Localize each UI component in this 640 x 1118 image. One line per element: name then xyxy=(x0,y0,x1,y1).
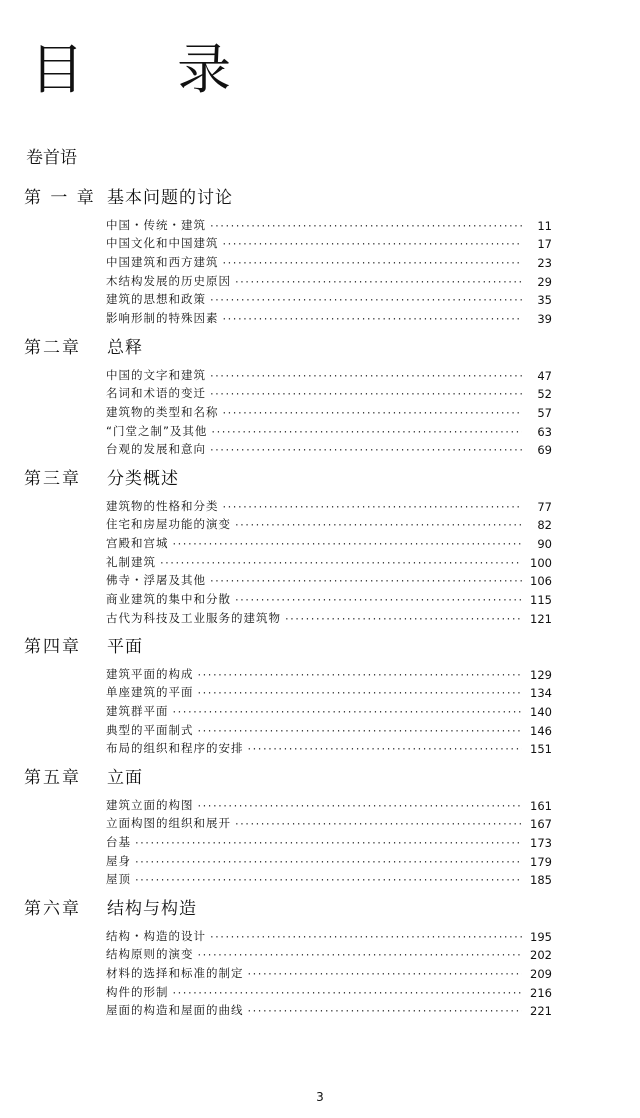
entry-page: 146 xyxy=(530,723,552,738)
chapter-number: 第二章 xyxy=(24,338,81,358)
dot-leader xyxy=(198,668,523,682)
chapter-2 xyxy=(0,334,640,457)
entry-page: 90 xyxy=(537,537,552,552)
chapter-number: 第五章 xyxy=(24,768,81,788)
entry-title: 屋身 xyxy=(106,853,131,868)
toc-entry[interactable] xyxy=(106,700,552,719)
chapter-title[interactable]: 总释 xyxy=(107,338,143,358)
entry-title: 建筑物的性格和分类 xyxy=(106,498,219,513)
dot-leader xyxy=(223,500,523,514)
dot-leader xyxy=(248,1004,523,1018)
entry-page: 29 xyxy=(537,274,552,289)
entry-title: 中国的文字和建筑 xyxy=(106,367,206,382)
entry-title: 宫殿和宫城 xyxy=(106,536,169,551)
dot-leader xyxy=(248,742,523,756)
dot-leader xyxy=(210,574,522,588)
entry-page: 173 xyxy=(530,836,552,851)
entry-page: 185 xyxy=(530,873,552,888)
chapter-4 xyxy=(0,633,640,756)
entry-page: 161 xyxy=(530,798,552,813)
entry-title: 建筑群平面 xyxy=(106,704,169,719)
dot-leader xyxy=(210,293,522,307)
dot-leader xyxy=(135,836,522,850)
dot-leader xyxy=(211,425,522,439)
toc-entry[interactable] xyxy=(106,289,552,308)
entry-page: 115 xyxy=(530,593,552,608)
toc-entry[interactable] xyxy=(106,794,552,813)
entry-page: 216 xyxy=(530,985,552,1000)
entry-page: 11 xyxy=(537,218,552,233)
toc-entry[interactable] xyxy=(106,383,552,402)
toc-entry[interactable] xyxy=(106,607,552,626)
dot-leader xyxy=(223,406,523,420)
entry-page: 179 xyxy=(530,854,552,869)
toc-entry[interactable] xyxy=(106,270,552,289)
entry-page: 209 xyxy=(530,967,552,982)
entry-page: 129 xyxy=(530,667,552,682)
dot-leader xyxy=(160,556,522,570)
entry-title: 住宅和房屋功能的演变 xyxy=(106,517,231,532)
dot-leader xyxy=(235,518,522,532)
dot-leader xyxy=(173,705,523,719)
entry-page: 134 xyxy=(530,686,552,701)
dot-leader xyxy=(235,593,522,607)
dot-leader xyxy=(223,256,523,270)
dot-leader xyxy=(248,967,523,981)
entry-title: 建筑立面的构图 xyxy=(106,797,194,812)
entry-page: 57 xyxy=(537,406,552,421)
entry-title: 典型的平面制式 xyxy=(106,722,194,737)
chapter-6 xyxy=(0,895,640,1018)
entry-title: 布局的组织和程序的安排 xyxy=(106,741,244,756)
chapter-title[interactable]: 平面 xyxy=(107,637,143,657)
dot-leader xyxy=(173,537,523,551)
toc-entry[interactable] xyxy=(106,981,552,1000)
dot-leader xyxy=(210,369,522,383)
entry-title: 建筑的思想和政策 xyxy=(106,292,206,307)
dot-leader xyxy=(210,930,522,944)
entry-page: 140 xyxy=(530,705,552,720)
dot-leader xyxy=(135,873,522,887)
entry-page: 167 xyxy=(530,817,552,832)
entry-page: 39 xyxy=(537,312,552,327)
entry-title: “门堂之制”及其他 xyxy=(106,423,208,438)
dot-leader xyxy=(210,219,522,233)
chapter-3 xyxy=(0,465,640,626)
entry-title: 建筑平面的构成 xyxy=(106,666,194,681)
entry-page: 221 xyxy=(530,1004,552,1019)
entry-title: 古代为科技及工业服务的建筑物 xyxy=(106,610,281,625)
entry-page: 17 xyxy=(537,237,552,252)
toc-entry[interactable] xyxy=(106,551,552,570)
entry-title: 台基 xyxy=(106,835,131,850)
toc-entry[interactable] xyxy=(106,401,552,420)
entry-page: 77 xyxy=(537,499,552,514)
toc-entry[interactable] xyxy=(106,570,552,589)
chapter-number: 第三章 xyxy=(24,469,81,489)
chapter-title[interactable]: 分类概述 xyxy=(107,469,179,489)
toc-entry[interactable] xyxy=(106,420,552,439)
entry-page: 100 xyxy=(530,555,552,570)
entry-title: 中国建筑和西方建筑 xyxy=(106,255,219,270)
entry-page: 82 xyxy=(537,518,552,533)
toc-entry[interactable] xyxy=(106,439,552,458)
toc-entry[interactable] xyxy=(106,682,552,701)
toc-entry[interactable] xyxy=(106,738,552,757)
entry-title: 中国文化和中国建筑 xyxy=(106,236,219,251)
dot-leader xyxy=(285,612,522,626)
dot-leader xyxy=(198,799,523,813)
toc-foreword[interactable]: 卷首语 xyxy=(26,148,77,168)
toc-entry[interactable] xyxy=(106,214,552,233)
page-number: 3 xyxy=(316,1090,324,1104)
entry-title: 中国・传统・建筑 xyxy=(106,217,206,232)
entry-page: 69 xyxy=(537,443,552,458)
entry-title: 屋顶 xyxy=(106,872,131,887)
dot-leader xyxy=(210,387,522,401)
dot-leader xyxy=(210,443,522,457)
entry-title: 商业建筑的集中和分散 xyxy=(106,592,231,607)
toc-entry[interactable] xyxy=(106,925,552,944)
dot-leader xyxy=(198,724,523,738)
toc-entry[interactable] xyxy=(106,944,552,963)
dot-leader xyxy=(223,312,523,326)
chapter-title[interactable]: 结构与构造 xyxy=(107,899,197,919)
toc-entry[interactable] xyxy=(106,514,552,533)
entry-page: 23 xyxy=(537,256,552,271)
dot-leader xyxy=(198,948,523,962)
toc-entry[interactable] xyxy=(106,1000,552,1019)
entry-title: 结构原则的演变 xyxy=(106,947,194,962)
entry-title: 佛寺・浮屠及其他 xyxy=(106,573,206,588)
entry-page: 195 xyxy=(530,929,552,944)
entry-page: 106 xyxy=(530,574,552,589)
toc-entry[interactable] xyxy=(106,719,552,738)
toc-entry[interactable] xyxy=(106,233,552,252)
dot-leader xyxy=(135,855,522,869)
toc-entry[interactable] xyxy=(106,850,552,869)
entry-page: 63 xyxy=(537,424,552,439)
chapter-number: 第 一 章 xyxy=(24,188,96,208)
toc-entry[interactable] xyxy=(106,831,552,850)
entry-page: 47 xyxy=(537,368,552,383)
entry-page: 52 xyxy=(537,387,552,402)
dot-leader xyxy=(235,817,522,831)
toc-entry[interactable] xyxy=(106,532,552,551)
entry-page: 35 xyxy=(537,293,552,308)
entry-title: 立面构图的组织和展开 xyxy=(106,816,231,831)
dot-leader xyxy=(223,237,523,251)
entry-title: 名词和术语的变迁 xyxy=(106,386,206,401)
page-title: 目 录 xyxy=(30,38,270,101)
toc-entry[interactable] xyxy=(106,663,552,682)
entry-title: 单座建筑的平面 xyxy=(106,685,194,700)
chapter-title[interactable]: 立面 xyxy=(107,768,143,788)
entry-title: 建筑物的类型和名称 xyxy=(106,405,219,420)
chapter-number: 第六章 xyxy=(24,899,81,919)
toc-entry[interactable] xyxy=(106,869,552,888)
toc-entry[interactable] xyxy=(106,307,552,326)
chapter-number: 第四章 xyxy=(24,637,81,657)
toc-entry[interactable] xyxy=(106,495,552,514)
entry-page: 151 xyxy=(530,742,552,757)
entry-page: 202 xyxy=(530,948,552,963)
entry-title: 台观的发展和意向 xyxy=(106,442,206,457)
toc-entry[interactable] xyxy=(106,813,552,832)
toc-entry[interactable] xyxy=(106,962,552,981)
entry-title: 木结构发展的历史原因 xyxy=(106,273,231,288)
toc-entry[interactable] xyxy=(106,364,552,383)
chapter-1 xyxy=(0,184,640,326)
chapter-title[interactable]: 基本问题的讨论 xyxy=(107,188,233,208)
toc-entry[interactable] xyxy=(106,251,552,270)
dot-leader xyxy=(235,275,522,289)
chapter-5 xyxy=(0,764,640,887)
entry-title: 屋面的构造和屋面的曲线 xyxy=(106,1003,244,1018)
dot-leader xyxy=(173,986,523,1000)
dot-leader xyxy=(198,686,523,700)
entry-title: 结构・构造的设计 xyxy=(106,928,206,943)
toc-entry[interactable] xyxy=(106,588,552,607)
entry-title: 构件的形制 xyxy=(106,984,169,999)
entry-title: 影响形制的特殊因素 xyxy=(106,311,219,326)
entry-title: 材料的选择和标准的制定 xyxy=(106,966,244,981)
entry-title: 礼制建筑 xyxy=(106,554,156,569)
entry-page: 121 xyxy=(530,611,552,626)
